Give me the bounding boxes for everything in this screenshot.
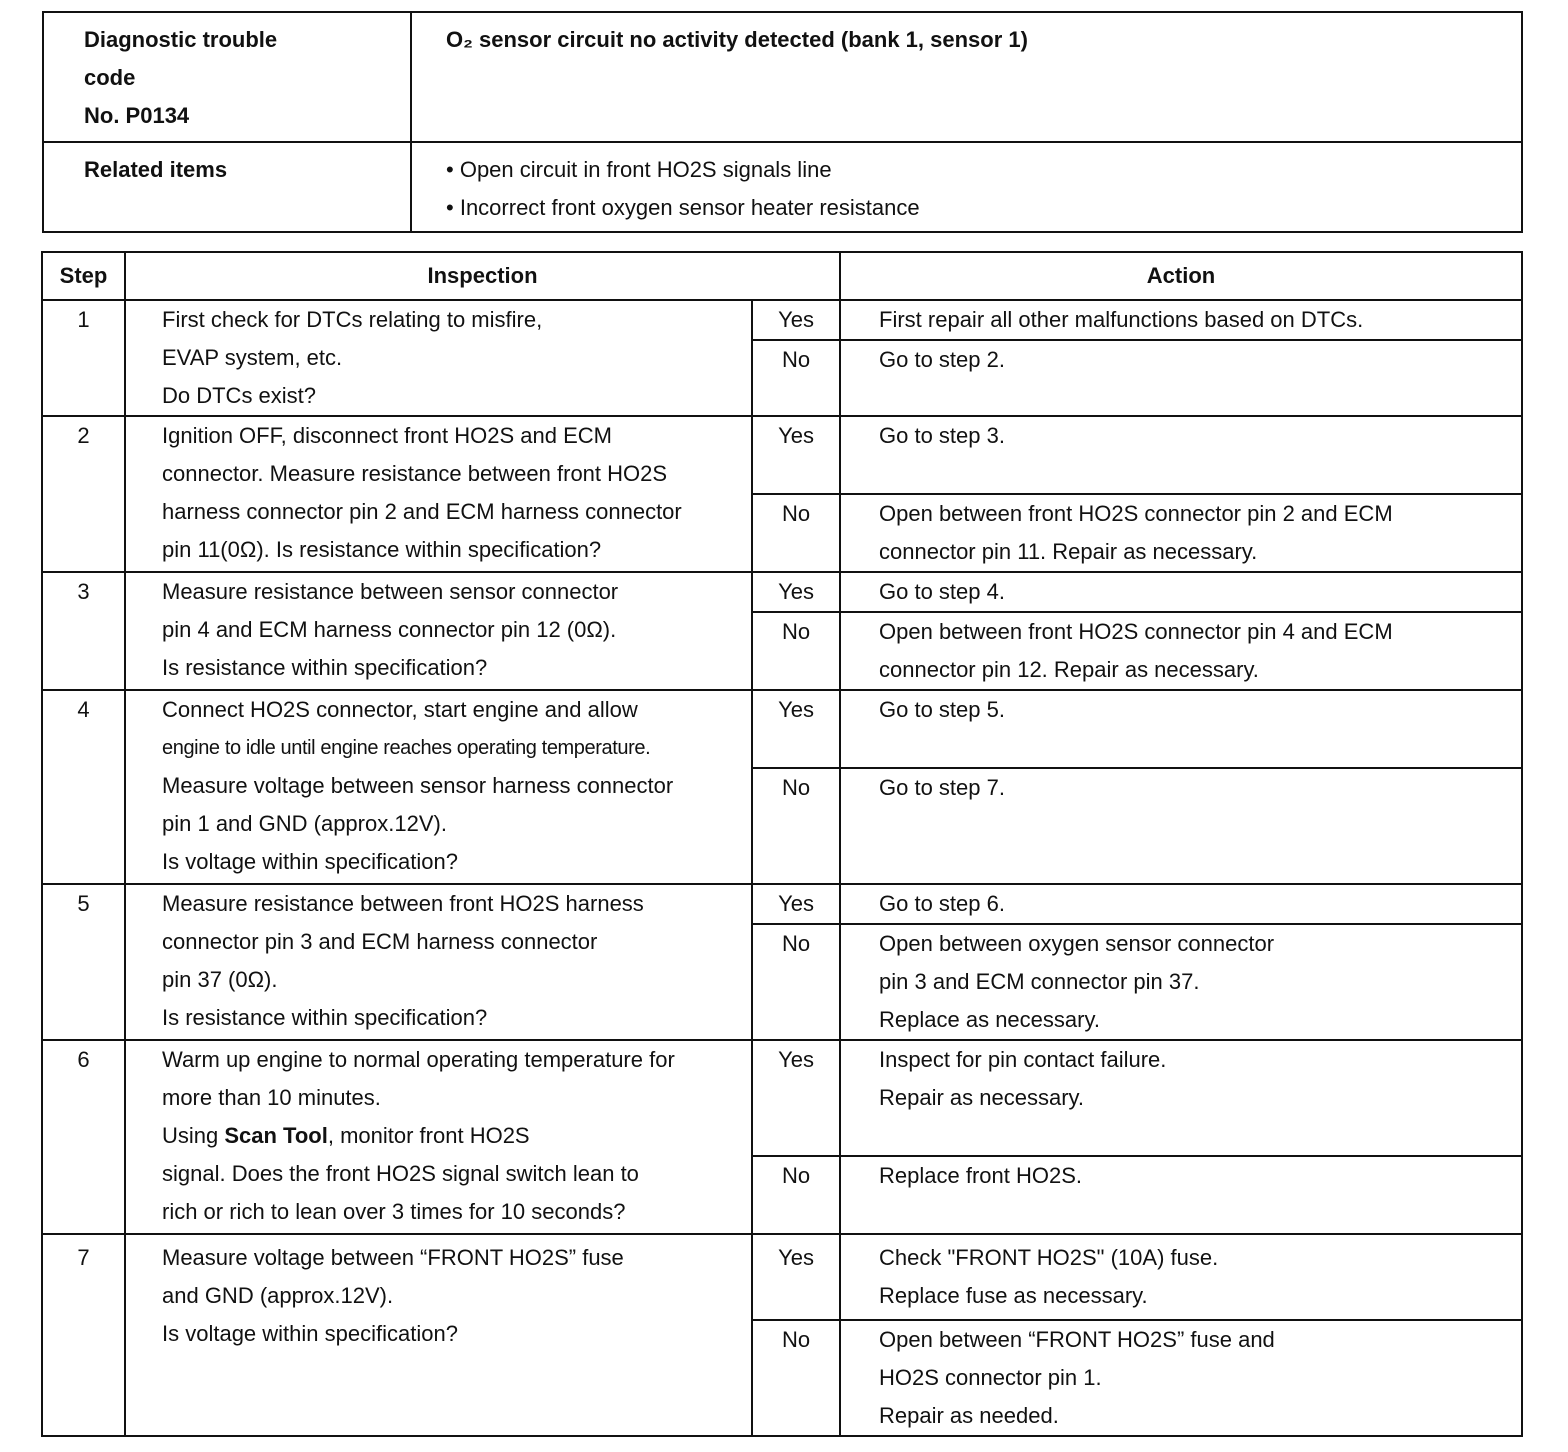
step-inspection: Warm up engine to normal operating temperature for more than 10 minutes. Using Scan Tool, monitor front HO2S signal. Does the front HO2S signal switch lean to rich or rich to lean over 3 times for 10 seconds? [125, 1040, 752, 1234]
inspection-column-header: Inspection [125, 252, 840, 300]
no-action: Go to step 7. [840, 768, 1522, 884]
diagnostic-procedure-table [41, 251, 1523, 1437]
yes-label: Yes [752, 416, 840, 494]
step-number: 6 [42, 1040, 125, 1234]
yes-action: Go to step 3. [840, 416, 1522, 494]
no-action: Go to step 2. [840, 340, 1522, 416]
step-number: 4 [42, 690, 125, 884]
yes-label: Yes [752, 300, 840, 340]
related-items-list [411, 142, 1522, 232]
step-number: 3 [42, 572, 125, 690]
step-number: 1 [42, 300, 125, 416]
no-label: No [752, 768, 840, 884]
step-inspection: First check for DTCs relating to misfire, EVAP system, etc. Do DTCs exist? [125, 300, 752, 416]
step-number: 7 [42, 1234, 125, 1436]
no-label: No [752, 1156, 840, 1234]
yes-action: First repair all other malfunctions based on DTCs. [840, 300, 1522, 340]
step-inspection: Measure voltage between “FRONT HO2S” fuse and GND (approx.12V). Is voltage within specification? [125, 1234, 752, 1436]
no-label: No [752, 612, 840, 690]
yes-label: Yes [752, 690, 840, 768]
yes-label: Yes [752, 884, 840, 924]
step-6-yes-row [42, 1040, 1522, 1156]
no-action: Open between front HO2S connector pin 4 and ECM connector pin 12. Repair as necessary. [840, 612, 1522, 690]
related-item: • Open circuit in front HO2S signals line [446, 151, 1521, 189]
yes-action: Go to step 5. [840, 690, 1522, 768]
step-3-yes-row [42, 572, 1522, 612]
related-item: • Incorrect front oxygen sensor heater resistance [446, 189, 1521, 227]
related-items-row [43, 142, 1522, 232]
no-label: No [752, 340, 840, 416]
step-7-yes-row [42, 1234, 1522, 1320]
step-5-yes-row [42, 884, 1522, 924]
step-column-header: Step [42, 252, 125, 300]
no-action: Open between oxygen sensor connector pin 3 and ECM connector pin 37. Replace as necessary. [840, 924, 1522, 1040]
step-number: 5 [42, 884, 125, 1040]
no-label: No [752, 924, 840, 1040]
step-4-yes-row [42, 690, 1522, 768]
step-2-yes-row [42, 416, 1522, 494]
dtc-code-label: Diagnostic trouble code No. P0134 [43, 12, 411, 142]
table-header-row [42, 252, 1522, 300]
step-number: 2 [42, 416, 125, 572]
step-inspection: Ignition OFF, disconnect front HO2S and ECM connector. Measure resistance between front HO2S harness connector pin 2 and ECM harness connector pin 11(0Ω). Is resistance within specification? [125, 416, 752, 572]
yes-label: Yes [752, 1040, 840, 1156]
no-label: No [752, 1320, 840, 1436]
yes-label: Yes [752, 572, 840, 612]
action-column-header: Action [840, 252, 1522, 300]
yes-action: Go to step 4. [840, 572, 1522, 612]
yes-action: Go to step 6. [840, 884, 1522, 924]
no-action: Open between “FRONT HO2S” fuse and HO2S connector pin 1. Repair as needed. [840, 1320, 1522, 1436]
no-label: No [752, 494, 840, 572]
yes-action: Inspect for pin contact failure. Repair as necessary. [840, 1040, 1522, 1156]
no-action: Open between front HO2S connector pin 2 and ECM connector pin 11. Repair as necessary. [840, 494, 1522, 572]
step-inspection: Measure resistance between sensor connector pin 4 and ECM harness connector pin 12 (0Ω). Is resistance within specification? [125, 572, 752, 690]
step-inspection: Measure resistance between front HO2S harness connector pin 3 and ECM harness connector pin 37 (0Ω). Is resistance within specification? [125, 884, 752, 1040]
dtc-code-title: O₂ sensor circuit no activity detected (bank 1, sensor 1) [411, 12, 1522, 142]
dtc-code-row [43, 12, 1522, 142]
step-1-yes-row [42, 300, 1522, 340]
step-inspection: Connect HO2S connector, start engine and allow engine to idle until engine reaches operating temperature. Measure voltage between sensor harness connector pin 1 and GND (approx.12V). Is voltage within specification? [125, 690, 752, 884]
dtc-header-table [42, 11, 1523, 233]
scan-tool-label: Scan Tool [224, 1123, 328, 1148]
yes-action: Check "FRONT HO2S" (10A) fuse. Replace fuse as necessary. [840, 1234, 1522, 1320]
no-action: Replace front HO2S. [840, 1156, 1522, 1234]
yes-label: Yes [752, 1234, 840, 1320]
related-items-label: Related items [43, 142, 411, 232]
